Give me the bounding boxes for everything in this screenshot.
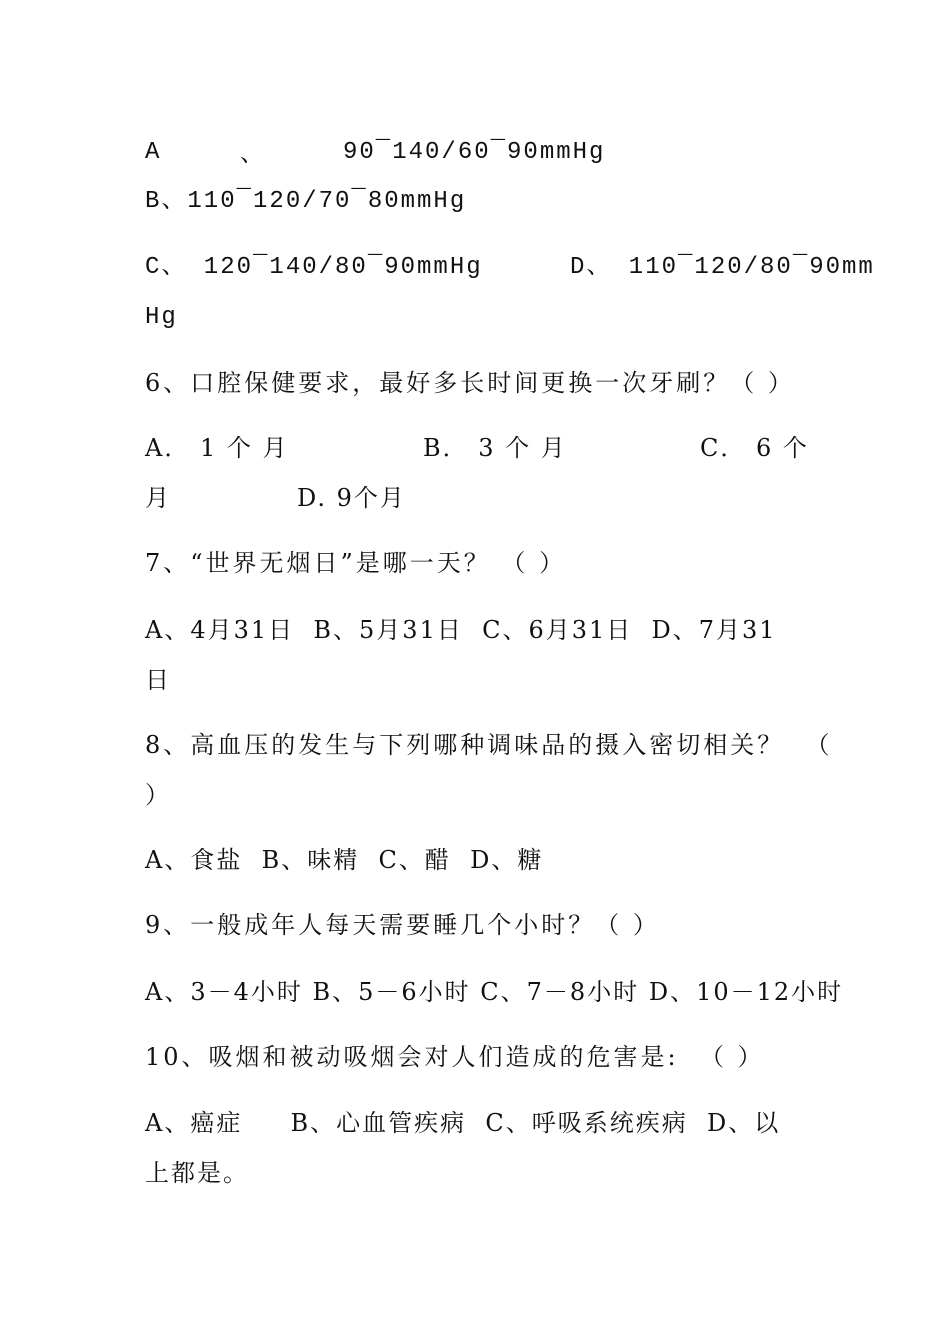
q6-option-c-wrap: 月 (145, 484, 171, 512)
q5-option-a-letter: A (145, 139, 162, 166)
q5-option-c: C、 120¯140/80¯90mmHg (145, 254, 483, 281)
q6-option-b: B． 3 个 月 (423, 434, 567, 462)
q10-options: A、癌症 B、心血管疾病 C、呼吸系统疾病 D、以 (145, 1109, 781, 1137)
q6-option-a: A． 1 个 月 (145, 434, 289, 462)
q5-option-d: D、 110¯120/80¯90mm (570, 254, 875, 281)
q6-option-d: D. 9个月 (297, 484, 406, 512)
q8-options: A、食盐 B、味精 C、醋 D、糖 (145, 846, 544, 874)
q5-option-b: B、110¯120/70¯80mmHg (145, 188, 467, 215)
q10-options-wrap: 上都是。 (145, 1159, 249, 1187)
q7-options-wrap: 日 (145, 666, 171, 694)
q5-option-a-separator: 、 (240, 139, 266, 167)
q9-question: 9、一般成年人每天需要睡几个小时？（ ） (145, 911, 660, 939)
q7-question: 7、“世界无烟日”是哪一天？ （ ） (145, 549, 567, 577)
q10-question: 10、吸烟和被动吸烟会对人们造成的危害是: （ ） (145, 1043, 765, 1071)
q7-options: A、4月31日 B、5月31日 C、6月31日 D、7月31 (145, 616, 777, 644)
q5-option-a-value: 90¯140/60¯90mmHg (343, 139, 606, 166)
q5-option-d-wrap: Hg (145, 304, 178, 331)
q6-question: 6、口腔保健要求，最好多长时间更换一次牙刷？（ ） (145, 369, 795, 397)
q6-option-c: C． 6 个 (700, 434, 809, 462)
q8-question: 8、高血压的发生与下列哪种调味品的摄入密切相关？ （ (145, 731, 833, 759)
q8-question-wrap: ） (145, 781, 171, 809)
q9-options: A、3－4小时 B、5－6小时 C、7－8小时 D、10－12小时 (145, 978, 844, 1006)
